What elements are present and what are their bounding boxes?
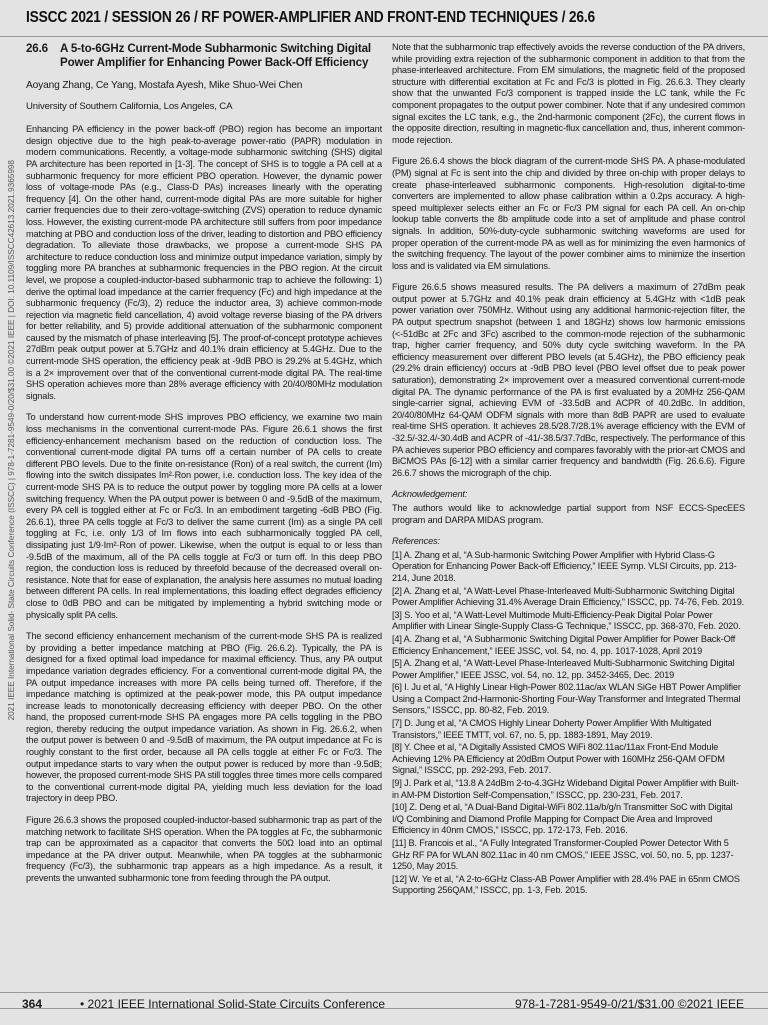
reference-item: [1] A. Zhang et al, “A Sub-harmonic Switching Power Amplifier with Hybrid Class-G Operation for Enhancing Power Back-off Efficiency,” IEEE Symp. VLSI Circuits, pp. 213-214, June 2018. [392,549,737,583]
paper-title [26,42,382,70]
paper-number: 26.6 [26,42,48,55]
acknowledgement-heading: Acknowledgement: [392,489,468,500]
body-paragraph: Enhancing PA efficiency in the power back-off (PBO) region has become an important design objective due to the high peak-to-average power-ratio (PAPR) modulation in modern communications. Recently, a voltage-mode subharmonic switching (SHS) digital PA architecture has been reported in [1-3]. The concept of SHS is to toggle a PA cell at a subharmonic frequency for more efficient PBO operation. However, the dynamic power loss of voltage-mode PAs (e.g., Class-D PAs) increases linearly with the operating frequency [4]. On the other hand, current-mode digital PAs are more suitable for higher carrier frequencies due to their zero-voltage-switching (ZVS) operation to reduce dynamic loss. However, the existing current-mode PA architecture still suffers from poor impedance matching at PBO and conduction loss of the driver, leading to distortion and PBO efficiency degradation. To alleviate those drawbacks, we propose a current-mode SHS PA architecture to reduce conduction loss and minimize output impedance variation, simply by toggling more PA branches at subharmonic frequencies in the PBO region. At the circuit level, we propose a coupled-inductor-based subharmonic trap to achieve the following: 1) derive the optimal load impedance at the carrier frequency (Fc) and high impedance at the subharmonic frequency (Fc/3), 2) reduce the inductor area, 3) achieve common-mode rejection via magnetic field cancellation, 4) avoid voltage reverse biasing of the PA drivers for better reliability, and 5) provide additional attenuation of the subharmonic component caused by the mismatch of phase interleaving [5]. The proof-of-concept prototype achieves 27dBm peak output power at 5.7GHz and 40.1% drain efficiency at 5.4GHz. Due to the current-mode SHS operation, the efficiency peak at -9dB PBO is 29.2% at 5.4GHz, which is a 2× improvement over that of the conventional current-mode digital PA. The real-time SHS operation achieves more than 28% average efficiency with 20/40/80MHz modulation signals. [26,124,382,401]
header-title: ISSCC 2021 / SESSION 26 / RF POWER-AMPLIFIER AND FRONT-END TECHNIQUES / 26.6 [26,9,596,26]
reference-item: [7] D. Jung et al, “A CMOS Highly Linear Doherty Power Amplifier With Multigated Transistors,” IEEE TMTT, vol. 67, no. 5, pp. 1883-1891, May 2019. [392,718,712,740]
reference-item: [8] Y. Chee et al, “A Digitally Assisted CMOS WiFi 802.11ac/11ax Front-End Module Achieving 12% PA Efficiency at 20dBm Output Power with 160MHz 256-QAM OFDM Signal,” ISSCC, pp. 292-293, Feb. 2017. [392,742,725,776]
body-paragraph: To understand how current-mode SHS improves PBO efficiency, we examine two main loss mechanisms in the conventional current-mode PAs. Figure 26.6.1 shows the first efficiency-enhancement mechanism based on the reduction of conduction loss. The conventional current-mode digital PA turns off a certain number of PA cells to create different PBO levels. Due to the finite on-resistance (Ron) of a real switch, the current (Im) flowing into the switch dissipates Im²·Ron power, i.e. conduction loss. The key idea of the current-mode SHS PA is to reduce the output power by toggling more PA cells at a lower switching frequency. When the PA output power is between 0 and -9.5dB of the maximum, every PA cell is toggled either at Fc or Fc/3. In an embodiment targeting -6dB PBO (Fig. 26.6.1), three PA cells toggle at Fc/3 to deliver the same current (Im) as a single PA cell toggling at Fc, i.e. only 1/3 of Im flows into each subharmonically toggled PA cell, dissipating just 1/9·Im²·Ron of power. Likewise, when the output is equal to or less than -9.5dB of the maximum, all of the PA cells toggle at Fc/3 or turn off. In this deep PBO region, the conduction loss is reduced by threefold because of the decreased overall on-resistance. Note that for ease of explanation, the analysis here assumes no mutual loading between different PA cells. In real implementations, this loading effect degrades efficiency close to 0dB PBO and can be mitigated by implementing a hybrid switching mode or physically split PA cells. [26,412,382,620]
body-paragraph: Figure 26.6.4 shows the block diagram of the current-mode SHS PA. A phase-modulated (PM) signal at Fc is sent into the chip and divided by three on-chip with proper delays to create phase-interleaved subharmonic components. High-resolution digital-to-time converters are implemented to allow phase calibration within a 0.2ps accuracy. A high-speed multiplexer selects either an Fc or Fc/3 PM signal for each PA cell. An on-chip lookup table converts the 8b amplitude code into a set of amplitude and phase control signals. In addition, 50%-duty-cycle subharmonic switching waveforms are used for proper operation of the current-mode PA as well as for minimizing the even harmonics of the switching frequency. The layout of the power combiner aims to minimize the insertion loss and is validated via EM simulations. [392,156,745,271]
acknowledgement-text: The authors would like to acknowledge partial support from NSF ECCS-SpecEES program and DARPA MIDAS program. [392,502,745,525]
right-column [392,42,745,898]
body-paragraph: Figure 26.6.5 shows measured results. The PA delivers a maximum of 27dBm peak output power at 5.7GHz and 40.1% peak drain efficiency at 5.4GHz with <1dB peak power variation over 750MHz. Without using any additional harmonic-rejection filter, the PA output spectrum snapshot (between 1 and 18GHz) shows low harmonic emissions (<-51dBc at 2Fc and 3Fc) ascribed to the common-mode rejection of the subharmonic trap, higher carrier frequency, and 50% duty cycle switching waveform. In the PA efficiency measurement over different PBO levels (at 5.4GHz), the PBO efficiency peak (29.2% drain efficiency) occurs at -9dB PBO level (PBO level offset due to peak power saturation), demonstrating 2× improvement over a measured conventional current-mode digital PA. The dynamic performance of the PA is first evaluated by a 20MHz 256-QAM single-carrier signal, achieving EVM of -33.5dB and ACPR of 40.2dBc. In addition, 20/40/80MHz 64-QAM ODFM signals with more than 8dB PAPR are used to evaluate real-time SHS operation. It achieves 28.5/28.7/28.1% average efficiency with the EVM of -32.5/-32.4/-30.4dB and ACPR of -41/-38.5/37.7dBc, respectively. The performance of this PA achieves superior PBO efficiency and compares favorably with the prior-art CMOS and BiCMOS PAs [6-12] with a similar carrier frequency and bandwidth (Fig. 26.6.6). Figure 26.6.7 shows the micrograph of the chip. [392,282,745,478]
authors: Aoyang Zhang, Ce Yang, Mostafa Ayesh, Mike Shuo-Wei Chen [26,80,303,91]
page-number: 364 [22,997,43,1011]
references-list [392,536,745,897]
reference-item: [2] A. Zhang et al, “A Watt-Level Phase-Interleaved Multi-Subharmonic Switching Digital Power Amplifier Achieving 31.4% Average Drain Efficiency,” ISSCC, pp. 74-76, Feb. 2019. [392,585,745,608]
footer-conference: • 2021 IEEE International Solid-State Circuits Conference [80,997,386,1011]
reference-item: [5] A. Zhang et al, “A Watt-Level Phase-Interleaved Multi-Subharmonic Switching Digital Power Amplifier,” IEEE JSSC, vol. 54, no. 12, pp. 3452-3465, Dec. 2019 [392,658,735,680]
reference-item: [12] W. Ye et al, “A 2-to-6GHz Class-AB Power Amplifier with 28.4% PAE in 65nm CMOS Supporting 256QAM,” ISSCC, pp. 1-3, Feb. 2015. [392,873,740,896]
references-heading: References: [392,536,440,547]
left-column [26,42,382,895]
body-paragraph: The second efficiency enhancement mechanism of the current-mode SHS PA is realized by providing a better impedance matching at PBO (Fig. 26.6.2). Typically, the PA is designed for a fixed optimal load impedance for maximal efficiency. Thus, any PA output impedance variation degrades efficiency. For a conventional current-mode digital PA, the PA output impedance increases with more PA cells being turned off. Therefore, if the impedance matching is optimized at the peak-power mode, this PA output impedance increase leads to monotonically decreasing efficiency with deeper PBO. On the other hand, the proposed current-mode SHS PA engages more PA cells toggling in the PBO region, thereby reducing the output impedance variation. As shown in Fig. 26.6.2, when the output power is between 0 and -9.5dB of maximum, the PA output impedance at Fc is roughly constant to the first order, because all PA cells toggle at either Fc or Fc/3. The output impedance starts to vary when the output power is reduced by more than -9.5dB; however, the proposed current-mode SHS PA still toggles three times more cells compared to the conventional current-mode digital PA, yielding much less deviation for the load trajectory in deep PBO. [26,631,382,804]
reference-item: [6] I. Ju et al, “A Highly Linear High-Power 802.11ac/ax WLAN SiGe HBT Power Amplifier Using a Compact 2nd-Harmonic-Shorting Four-Way Transformer and Integrated Thermal Sensors,” ISSCC, pp. 80-82, Feb. 2019. [392,682,741,716]
doi-sidebar-text: 2021 IEEE International Solid- State Circuits Conference (ISSCC) | 978-1-7281-9549-0/20/$31.00 ©2021 IEEE | DOI: 10.1109/ISSCC42613.2021.9365998 [7,160,16,721]
paper-title-text: A 5-to-6GHz Current-Mode Subharmonic Switching Digital Power Amplifier for Enhancing Power Back-Off Efficiency [60,42,371,69]
reference-item: [4] A. Zhang et al, “A Subharmonic Switching Digital Power Amplifier for Power Back-Off Efficiency Enhancement,” IEEE JSSC, vol. 54, no. 4, pp. 1017-1028, April 2019 [392,633,736,656]
reference-item: [11] B. Francois et al., “A Fully Integrated Transformer-Coupled Power Detector With 5 GHz RF PA for WLAN 802.11ac in 40 nm CMOS,” IEEE JSSC, vol. 50, no. 5, pp. 1237-1250, May 2015. [392,838,734,872]
footer-rule [0,992,768,993]
doi-sidebar [7,160,17,960]
reference-item: [10] Z. Deng et al, “A Dual-Band Digital-WiFi 802.11a/b/g/n Transmitter SoC with Digital I/Q Combining and Diamond Profile Mapping for Compact Die Area and Improved Efficiency in 40nm CMOS,” ISSCC, pp. 172-173, Feb. 2016. [392,802,733,836]
body-paragraph: Figure 26.6.3 shows the proposed coupled-inductor-based subharmonic trap as part of the matching network to facilitate SHS operation. When the PA toggles at Fc, the subharmonic trap can be approximated as a capacitor that converts the 50Ω load into an optimal impedance at the PA driver output. Meanwhile, when PA toggles at the subharmonic frequency (Fc/3), the subharmonic trap appears as a high impedance. As a result, it prevents the unwanted subharmonic tone from feeding through the PA output. [26,815,382,883]
running-header [0,0,768,37]
affiliation: University of Southern California, Los Angeles, CA [26,100,233,112]
reference-item: [3] S. Yoo et al, “A Watt-Level Multimode Multi-Efficiency-Peak Digital Polar Power Amplifier with Linear Single-Supply Class-G Technique,” ISSCC, pp. 368-370, Feb. 2020. [392,609,741,632]
body-paragraph: Note that the subharmonic trap effectively avoids the reverse conduction of the PA drivers, while providing extra rejection of the subharmonic component in addition to that from the phase-interleaved architecture. From EM simulations, the magnetic field of the proposed structure with differential excitation at Fc and Fc/3 is plotted in Fig. 26.6.3. They clearly show that the unwanted Fc/3 component is trapped inside the LC tank, while the Fc component propagates to the output power combiner. Note that if any undesired common signal excites the LC tank, e.g., the 2nd-harmonic component (2Fc), the current flows in the opposite direction, resulting in magnetic-flux cancellation and, thus, inherent common-mode rejection. [392,42,745,145]
reference-item: [9] J. Park et al, “13.8 A 24dBm 2-to-4.3GHz Wideband Digital Power Amplifier with Built-in AM-PM Distortion Self-Compensation,” ISSCC, pp. 230-231, Feb. 2017. [392,778,739,800]
page-footer [0,997,768,1025]
footer-isbn: 978-1-7281-9549-0/21/$31.00 ©2021 IEEE [514,997,744,1011]
